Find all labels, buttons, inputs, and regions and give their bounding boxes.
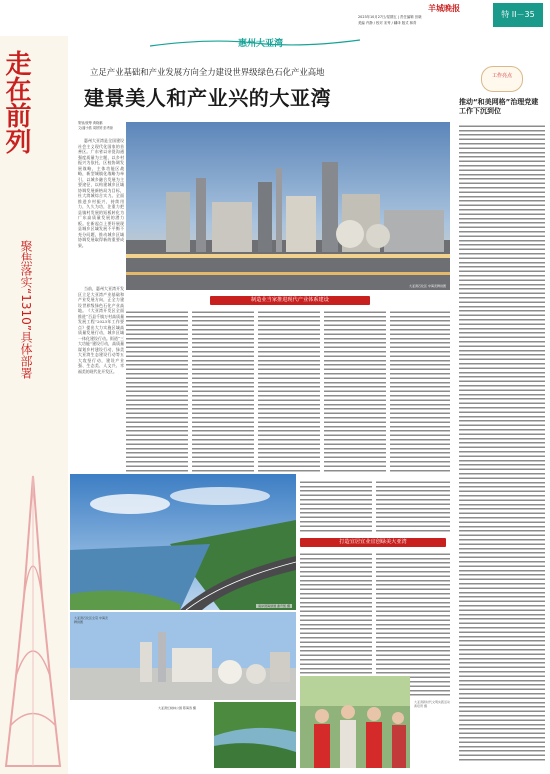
date-line: 2023年10月27日/星期五 | 责任编辑 田晓 xyxy=(358,15,422,19)
photo5-caption: 大亚湾新时代文明实践活动 黄培贤 摄 xyxy=(414,700,451,709)
paper-name: 羊城晚报 xyxy=(428,3,460,13)
sidebar-tag-label: 工作亮点 xyxy=(491,73,512,79)
section1-column-4 xyxy=(324,310,386,474)
mangrove-scene xyxy=(214,702,296,768)
photo-volunteers xyxy=(300,676,410,768)
lead-paragraph-2: 当前，惠州大亚湾开发区立足大亚湾产业基础和产业发展方向，正全力建设世界级绿色石化产业高地。《大亚湾开发区全面推进“百县千镇万村高质量发展工程”2023年工作要点》提出大力实施区域高质量发展行动，城乡区域一体化建设行动。街道“三大功能”建设行动，高质量谋划乡村建设行动，绿美大亚湾生态建设行动等五大攻坚行动，建设产业强、生态美、人文兴、幸福美的现代化开发区。 xyxy=(78,286,124,374)
section1-column-1 xyxy=(126,310,188,474)
place-tag xyxy=(150,36,360,50)
byline: 策划/统筹 黄晓鹏 文/潘小燕 周婷婷 彭秀琼 xyxy=(78,121,113,130)
photo1-caption: 大亚湾石化区 中海壳牌供图 xyxy=(409,284,446,288)
headline-area xyxy=(70,36,448,116)
photo2-caption: 南岸滨海绿道 谢升凯 摄 xyxy=(258,604,290,608)
section-title-industry: 制造业当家推进现代产业体系建设 xyxy=(210,296,370,305)
photo4-caption: 大亚湾红树林公园 陈海涛 摄 xyxy=(158,706,196,710)
sidebar-title: 推动“和美网格”治理党建工作下沉到位 xyxy=(459,98,539,115)
place-tag-label: 惠州大亚湾 xyxy=(238,39,284,49)
section-badge: 特 II－35 xyxy=(493,3,543,27)
headline-kicker: 立足产业基础和产业发展方向全力建设世界级绿色石化产业高地 xyxy=(90,67,325,77)
headline-main: 建景美人和产业兴的大亚湾 xyxy=(84,86,332,110)
section2-column-1 xyxy=(300,480,372,534)
section2-column-2 xyxy=(376,480,450,534)
sidebar-tag xyxy=(481,66,523,92)
section2-column-3 xyxy=(300,552,372,674)
vertical-title: 走在前列 xyxy=(1,50,31,154)
photo3-caption: 大亚湾石化区全景 中海壳牌供图 xyxy=(74,616,108,624)
section-title-livable: 打造宜居宜业宜创绿美大亚湾 xyxy=(300,538,446,547)
section1-column-5 xyxy=(390,310,450,474)
editors-line: 美编 许静 / 校对 宋秀 / 翻译 版式 林青 xyxy=(358,21,417,25)
lead-paragraph-1: 惠州大亚湾是全国建设社会主义现代化国家的首善区。广东省以亲促沟通强度质量为主题，以乡村振兴为依托，区校协调发展战略，主体功能区战略，新型城镇化战略为牵引，以城乡融合发展为主要途径，以构建城乡区域协调发展新格局为目标，杜大湾城综合实力。全面推进乡村振兴，持续用力，久久为功，注重力把县镇村发展的短板转化为广东高质量发展的潜力板。在新起点上要好展现县城乡区域发展不平衡不充分问题，推动城乡区域协调发展取得新的重要成果。 xyxy=(78,138,124,248)
photo-petrochemical-zone xyxy=(70,612,296,700)
photo-mangrove-park xyxy=(158,702,296,768)
photo-coastal-greenway xyxy=(70,474,296,610)
vertical-banner xyxy=(0,36,68,774)
masthead xyxy=(0,0,550,36)
section1-column-2 xyxy=(192,310,254,474)
volunteer-scene xyxy=(300,676,410,768)
zone-scene xyxy=(70,612,296,700)
sidebar-body-text xyxy=(459,124,545,762)
coast-scene xyxy=(70,474,296,610)
vertical-subtitle: 聚焦落实“1310”具体部署 xyxy=(19,240,33,379)
landmark-tower-illustration xyxy=(2,476,64,766)
plant-scene xyxy=(126,122,450,290)
section1-column-3 xyxy=(258,310,320,474)
sidebar xyxy=(455,66,547,766)
photo-petrochemical-plant xyxy=(126,122,450,290)
